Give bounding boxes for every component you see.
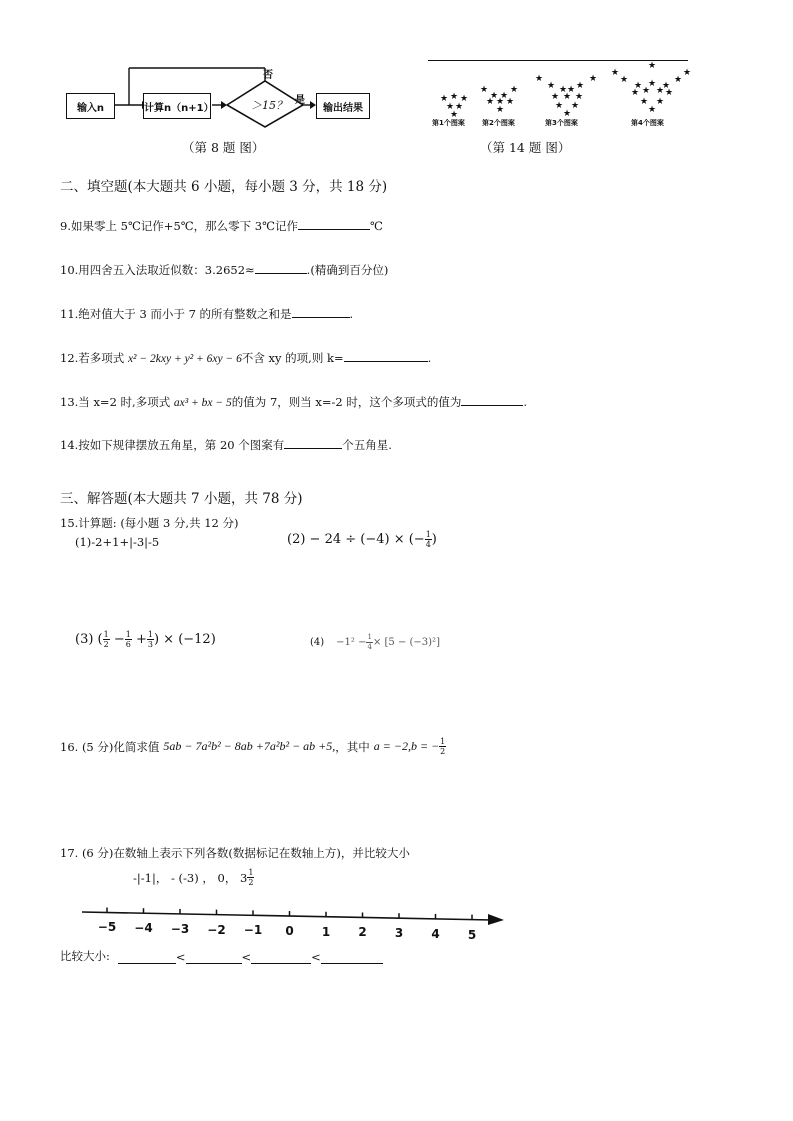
star-icon: ★ xyxy=(674,75,683,85)
q11-text: 11.绝对值大于 3 而小于 7 的所有整数之和是 xyxy=(60,307,292,321)
star-icon: ★ xyxy=(589,74,598,84)
star-icon: ★ xyxy=(446,102,455,112)
q12-middle: 不含 xy 的项,则 k= xyxy=(241,351,344,365)
star-icon: ★ xyxy=(450,92,459,102)
star-icon: ★ xyxy=(490,91,499,101)
q15-part4-expr: −1² − xyxy=(336,637,367,648)
q13-suffix: . xyxy=(523,395,528,409)
question-10 xyxy=(60,262,388,278)
section3-title: 三、解答题(本大题共 7 小题，共 78 分) xyxy=(60,491,303,507)
star-icon: ★ xyxy=(567,85,576,95)
number-line-tick-label: 2 xyxy=(358,925,367,940)
star-icon: ★ xyxy=(662,81,671,91)
star-icon: ★ xyxy=(500,91,509,101)
star-icon: ★ xyxy=(480,85,489,95)
flowchart-compute-label: 计算n（n+1） xyxy=(144,102,214,114)
q16-expression: 5ab − 7a²b² − 8ab +7a²b² − ab +5, xyxy=(163,739,336,753)
pattern-label-1: 第1个图案 xyxy=(432,119,465,127)
compare-blank-2[interactable] xyxy=(186,952,242,964)
number-line-tick-label: −4 xyxy=(134,921,153,936)
question-13 xyxy=(60,394,527,410)
star-icon: ★ xyxy=(656,97,665,107)
compare-blank-4[interactable] xyxy=(321,952,383,964)
star-icon: ★ xyxy=(535,74,544,84)
star-icon: ★ xyxy=(496,97,505,107)
star-icon: ★ xyxy=(642,86,651,96)
q13-polynomial: ax³ + bx − 5 xyxy=(173,397,232,409)
fraction-one-quarter: $\frac{1}{4}$ xyxy=(425,530,431,549)
flowchart-input-label: 输入n xyxy=(76,102,105,114)
q17-title: 17. (6 分)在数轴上表示下列各数(数据标记在数轴上方)，并比较大小 xyxy=(60,846,410,860)
q17-compare: 比较大小: < < < xyxy=(60,948,383,964)
flowchart-output-box xyxy=(316,93,370,119)
fraction-one-half: $\frac{1}{2}$ xyxy=(103,630,109,649)
q15-part3: (3) ( $\frac{1}{2}$ − $\frac{1}{6}$ + $\frac{1}{3}$ ) × (−12) xyxy=(75,630,216,649)
compare-blank-3[interactable] xyxy=(251,952,311,964)
q15-part4-tail: × [5 − (−3)²] xyxy=(372,637,440,648)
number-line-tick-label: 3 xyxy=(394,926,404,941)
q12-polynomial: x² − 2kxy + y² + 6xy − 6 xyxy=(127,353,242,365)
fraction-one-half: $\frac{1}{2}$ xyxy=(440,737,446,756)
flowchart-compute-box xyxy=(143,93,214,119)
q14-prefix: 14.按如下规律摆放五角星，第 20 个图案有 xyxy=(60,438,285,452)
star-icon: ★ xyxy=(665,88,674,98)
q16-condition: a = −2,b = − xyxy=(373,739,440,753)
star-icon: ★ xyxy=(683,68,692,78)
fraction-one-quarter: $\frac{1}{4}$ xyxy=(367,633,372,651)
number-line-tick-label: 4 xyxy=(431,926,440,941)
compare-label: 比较大小: xyxy=(60,949,110,963)
q15-part4-label: (4) xyxy=(310,637,325,648)
star-icon: ★ xyxy=(620,75,629,85)
star-icon: ★ xyxy=(631,88,640,98)
answer-blank[interactable] xyxy=(461,394,523,406)
q15-part2: (2) − 24 ÷ (−4) × (− $\frac{1}{4}$ ) xyxy=(287,530,437,549)
q15-part1: (1)-2+1+|-3|-5 xyxy=(75,535,160,549)
q12-suffix: . xyxy=(427,351,432,365)
answer-blank[interactable] xyxy=(298,218,370,230)
answer-blank[interactable] xyxy=(255,262,307,274)
fraction-one-third: $\frac{1}{3}$ xyxy=(147,630,153,649)
q17-numbers-text: -|-1|， - (-3) ， 0， 3 xyxy=(133,870,248,885)
answer-blank[interactable] xyxy=(344,350,428,362)
q13-prefix: 13.当 x=2 时,多项式 xyxy=(60,395,171,409)
star-icon: ★ xyxy=(460,94,469,104)
pattern-label-4: 第4个图案 xyxy=(631,119,664,127)
q9-text: 9.如果零上 5℃记作+5℃，那么零下 3℃记作 xyxy=(60,219,298,233)
flowchart-output-label: 输出结果 xyxy=(323,102,363,114)
q15-title: 15.计算题: (每小题 3 分,共 12 分) xyxy=(60,516,239,530)
question-14 xyxy=(60,437,392,453)
number-line-tick-label: −3 xyxy=(170,921,190,936)
star-icon: ★ xyxy=(563,92,572,102)
star-icon: ★ xyxy=(506,97,515,107)
star-icon: ★ xyxy=(575,92,584,102)
q11-suffix: . xyxy=(349,307,354,321)
star-icon: ★ xyxy=(640,97,649,107)
q14-suffix: 个五角星. xyxy=(342,438,392,452)
star-icon: ★ xyxy=(576,81,585,91)
answer-blank[interactable] xyxy=(292,306,350,318)
q15-part2-expr: (2) − 24 ÷ (−4) × (− xyxy=(287,532,425,547)
star-icon: ★ xyxy=(547,81,556,91)
fig8-caption: （第 8 题 图） xyxy=(182,140,265,155)
number-line-tick-label: 1 xyxy=(321,924,331,939)
star-icon: ★ xyxy=(559,85,568,95)
star-icon: ★ xyxy=(648,61,657,71)
q15-part4 xyxy=(310,633,440,652)
star-icon: ★ xyxy=(455,102,464,112)
q13-middle: 的值为 7，则当 x=-2 时，这个多项式的值为 xyxy=(231,395,462,409)
question-16 xyxy=(60,737,446,756)
fraction-one-sixth: $\frac{1}{6}$ xyxy=(125,630,131,649)
star-icon: ★ xyxy=(634,81,643,91)
number-line-tick-label: 5 xyxy=(467,927,477,942)
star-icon: ★ xyxy=(551,92,560,102)
q16-where: ，其中 xyxy=(335,739,370,754)
q12-prefix: 12.若多项式 xyxy=(60,351,125,365)
number-line-tick-label: −1 xyxy=(243,923,263,938)
star-icon: ★ xyxy=(656,86,665,96)
q16-prefix: 16. (5 分)化简求值 xyxy=(60,739,160,754)
fig14-caption: （第 14 题 图） xyxy=(480,140,571,155)
section2-title: 二、填空题(本大题共 6 小题，每小题 3 分，共 18 分) xyxy=(60,179,388,195)
q17-numbers xyxy=(133,868,254,887)
q10-suffix: .(精确到百分位) xyxy=(306,263,389,277)
q10-text: 10.用四舍五入法取近似数：3.2652≈ xyxy=(60,263,255,277)
number-line-tick-label: −5 xyxy=(97,920,117,935)
star-icon: ★ xyxy=(648,105,657,115)
pattern-label-2: 第2个图案 xyxy=(482,119,515,127)
star-icon: ★ xyxy=(440,94,449,104)
number-line-tick-label: 0 xyxy=(285,924,294,939)
star-icon: ★ xyxy=(450,110,459,120)
answer-blank[interactable] xyxy=(284,437,342,449)
star-icon: ★ xyxy=(571,101,580,111)
q15-part3-tail: ) × (−12) xyxy=(153,632,216,647)
star-icon: ★ xyxy=(611,68,620,78)
fraction-one-half: $\frac{1}{2}$ xyxy=(248,868,254,887)
pattern-label-3: 第3个图案 xyxy=(545,119,578,127)
star-icon: ★ xyxy=(496,105,505,115)
question-9 xyxy=(60,218,383,234)
question-12 xyxy=(60,350,431,366)
star-icon: ★ xyxy=(563,109,572,119)
q9-unit: ℃ xyxy=(369,219,383,233)
star-icon: ★ xyxy=(510,85,519,95)
star-icon: ★ xyxy=(555,101,564,111)
compare-blank-1[interactable] xyxy=(118,952,176,964)
star-icon: ★ xyxy=(648,79,657,89)
question-11 xyxy=(60,306,353,322)
flowchart-input-box xyxy=(66,93,115,119)
number-line-tick-label: −2 xyxy=(207,922,226,937)
flowchart-yes-label: 是 xyxy=(295,95,305,106)
star-icon: ★ xyxy=(486,97,495,107)
flowchart-condition-label: ＞15？ xyxy=(251,99,287,112)
flowchart-no-label: 否 xyxy=(263,70,273,81)
